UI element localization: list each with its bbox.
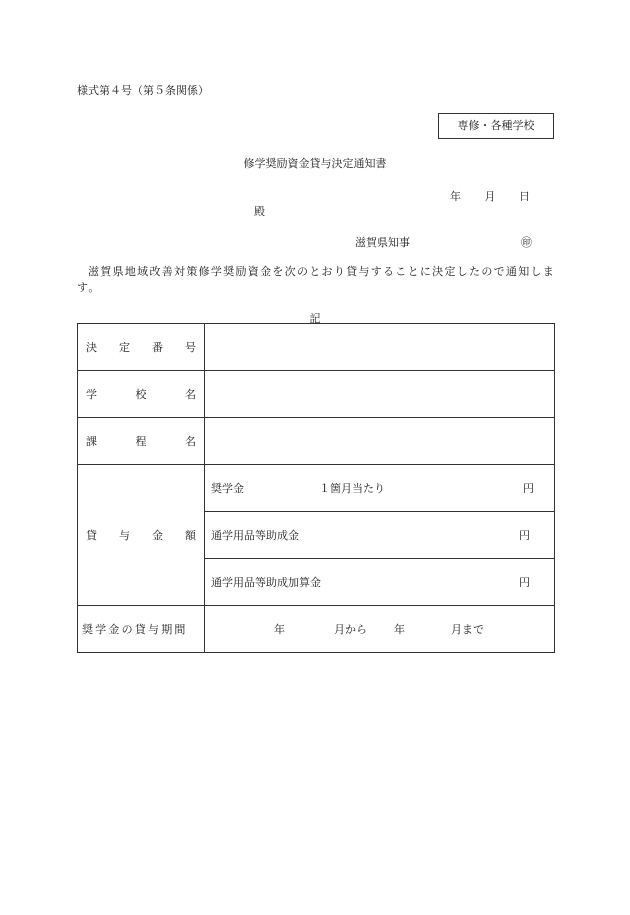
period-start-month: 月から [334, 623, 367, 636]
course-name-value[interactable] [205, 418, 555, 465]
course-name-label: 課 程 名 [78, 418, 205, 465]
ki-heading: 記 [309, 312, 321, 325]
loan-amount-label: 貸 与 金 額 [78, 465, 205, 606]
school-type-box: 専修・各種学校 [438, 113, 554, 139]
scholarship-amount-cell[interactable] [205, 465, 555, 512]
decision-number-label: 決 定 番 号 [78, 324, 205, 371]
supplies-extra-label: 通学用品等助成加算金 [211, 576, 321, 589]
date-year-label: 年 [450, 190, 461, 203]
decision-number-value[interactable] [205, 324, 555, 371]
school-name-label: 学 校 名 [78, 371, 205, 418]
supplies-grant-cell[interactable] [205, 512, 555, 559]
table-row [78, 418, 555, 465]
table-row [78, 324, 555, 371]
document-title: 修学奨励資金貸与決定通知書 [243, 157, 387, 170]
issuer-name: 滋賀県知事 [355, 236, 410, 249]
date-line [450, 188, 530, 204]
loan-period-label: 奨学金の貸与期間 [78, 606, 205, 653]
loan-period-value[interactable] [205, 606, 555, 653]
supplies-extra-cell[interactable] [205, 559, 555, 606]
decision-table [77, 323, 555, 653]
per-month-label: １箇月当たり [319, 482, 385, 495]
addressee-suffix: 殿 [254, 205, 265, 218]
seal-mark: ㊞ [521, 236, 532, 249]
date-month-label: 月 [484, 190, 496, 203]
supplies-grant-label: 通学用品等助成金 [211, 529, 299, 542]
period-start-year: 年 [274, 623, 285, 636]
table-row [78, 465, 555, 512]
period-end-month: 月まで [451, 623, 484, 636]
yen-unit: 円 [519, 576, 530, 589]
body-text: 滋賀県地域改善対策修学奨励資金を次のとおり貸与することに決定したので通知します。 [77, 265, 555, 294]
scholarship-label: 奨学金 [211, 482, 244, 495]
table-row [78, 371, 555, 418]
yen-unit: 円 [523, 482, 534, 495]
school-name-value[interactable] [205, 371, 555, 418]
yen-unit: 円 [519, 529, 530, 542]
form-number: 様式第４号（第５条関係） [77, 84, 209, 97]
table-row [78, 606, 555, 653]
date-day-label: 日 [519, 190, 530, 203]
period-end-year: 年 [394, 623, 405, 636]
